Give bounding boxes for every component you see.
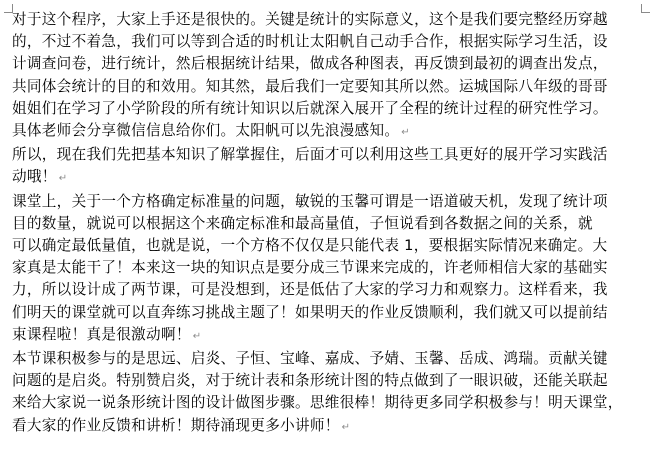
text-line: 的，不过不着急，我们可以等到合适的时机让太阳帆自己动手合作，根据实际学习生活，设 (12, 33, 608, 51)
paragraph-1 (12, 9, 646, 144)
text-line: 力，所以设计成了两节课，可是没想到，还是低估了大家的学习力和观察力。这样看来，我 (12, 281, 608, 299)
text-line: 看大家的作业反馈和讲析！期待涌现更多小讲师！ ↵ (12, 416, 351, 434)
paragraph-mark-icon: ↵ (192, 330, 202, 342)
text-line: 束课程啦！真是很激动啊！ ↵ (12, 325, 202, 343)
text-line: 可以确定最低量值，也就是说，一个方格不仅仅是只能代表 1，要根据实际情况来确定。大 (12, 237, 608, 255)
text-line: 问题的是启炎。特别赞启炎，对于统计表和条形统计图的特点做到了一眼识破，还能关联起 (12, 372, 608, 390)
text-line: 们明天的课堂就可以直奔练习挑战主题了！如果明天的作业反馈顺利，我们就又可以提前结 (12, 303, 608, 321)
text-line: 本节课积极参与的是思远、启炎、子恒、宝峰、嘉成、予婧、玉馨、岳成、鸿瑞。贡献关键 (12, 350, 608, 368)
text-line: 对于这个程序，大家上手还是很快的。关键是统计的实际意义，这个是我们要完整经历穿越 (12, 11, 608, 28)
text-line: 姐姐们在学习了小学阶段的所有统计知识以后就深入展开了全程的统计过程的研究性学习。 (12, 99, 608, 117)
text-line: 家真是太能干了！本来这一块的知识点是要分成三节课来完成的，许老师相信大家的基础实 (12, 259, 608, 277)
paragraph-2 (12, 144, 646, 190)
document-body[interactable] (12, 9, 646, 439)
text-line: 计调查问卷，进行统计，然后根据统计结果，做成各种图表，再反馈到最初的调查出发点， (12, 55, 608, 73)
text-line: 来给大家说一说条形统计图的设计做图步骤。思维很棒！期待更多同学积极参与！明天课堂， (12, 394, 623, 412)
text-line: 共同体会统计的目的和效用。知其然，最后我们一定要知其所以然。运城国际八年级的哥哥 (12, 77, 608, 95)
text-line: 所以，现在我们先把基本知识了解掌握住，后面才可以利用这些工具更好的展开学习实践活 (12, 146, 608, 164)
paragraph-4 (12, 348, 646, 439)
paragraph-mark-icon: ↵ (401, 127, 410, 139)
paragraph-mark-icon: ↵ (341, 421, 351, 433)
text-line: 课堂上，关于一个方格确定标准量的问题，敏锐的玉馨可谓是一语道破天机，发现了统计项 (12, 192, 608, 210)
paragraph-3 (12, 191, 646, 348)
text-line: 动哦！ ↵ (12, 168, 68, 186)
text-line: 目的数量，就说可以根据这个来确定标准和最高量值，子恒说看到各数据之间的关系，就 (12, 214, 593, 232)
paragraph-mark-icon: ↵ (58, 173, 68, 185)
text-line: 具体老师会分享微信信息给你们。太阳帆可以先浪漫感知。 ↵ (12, 122, 410, 140)
